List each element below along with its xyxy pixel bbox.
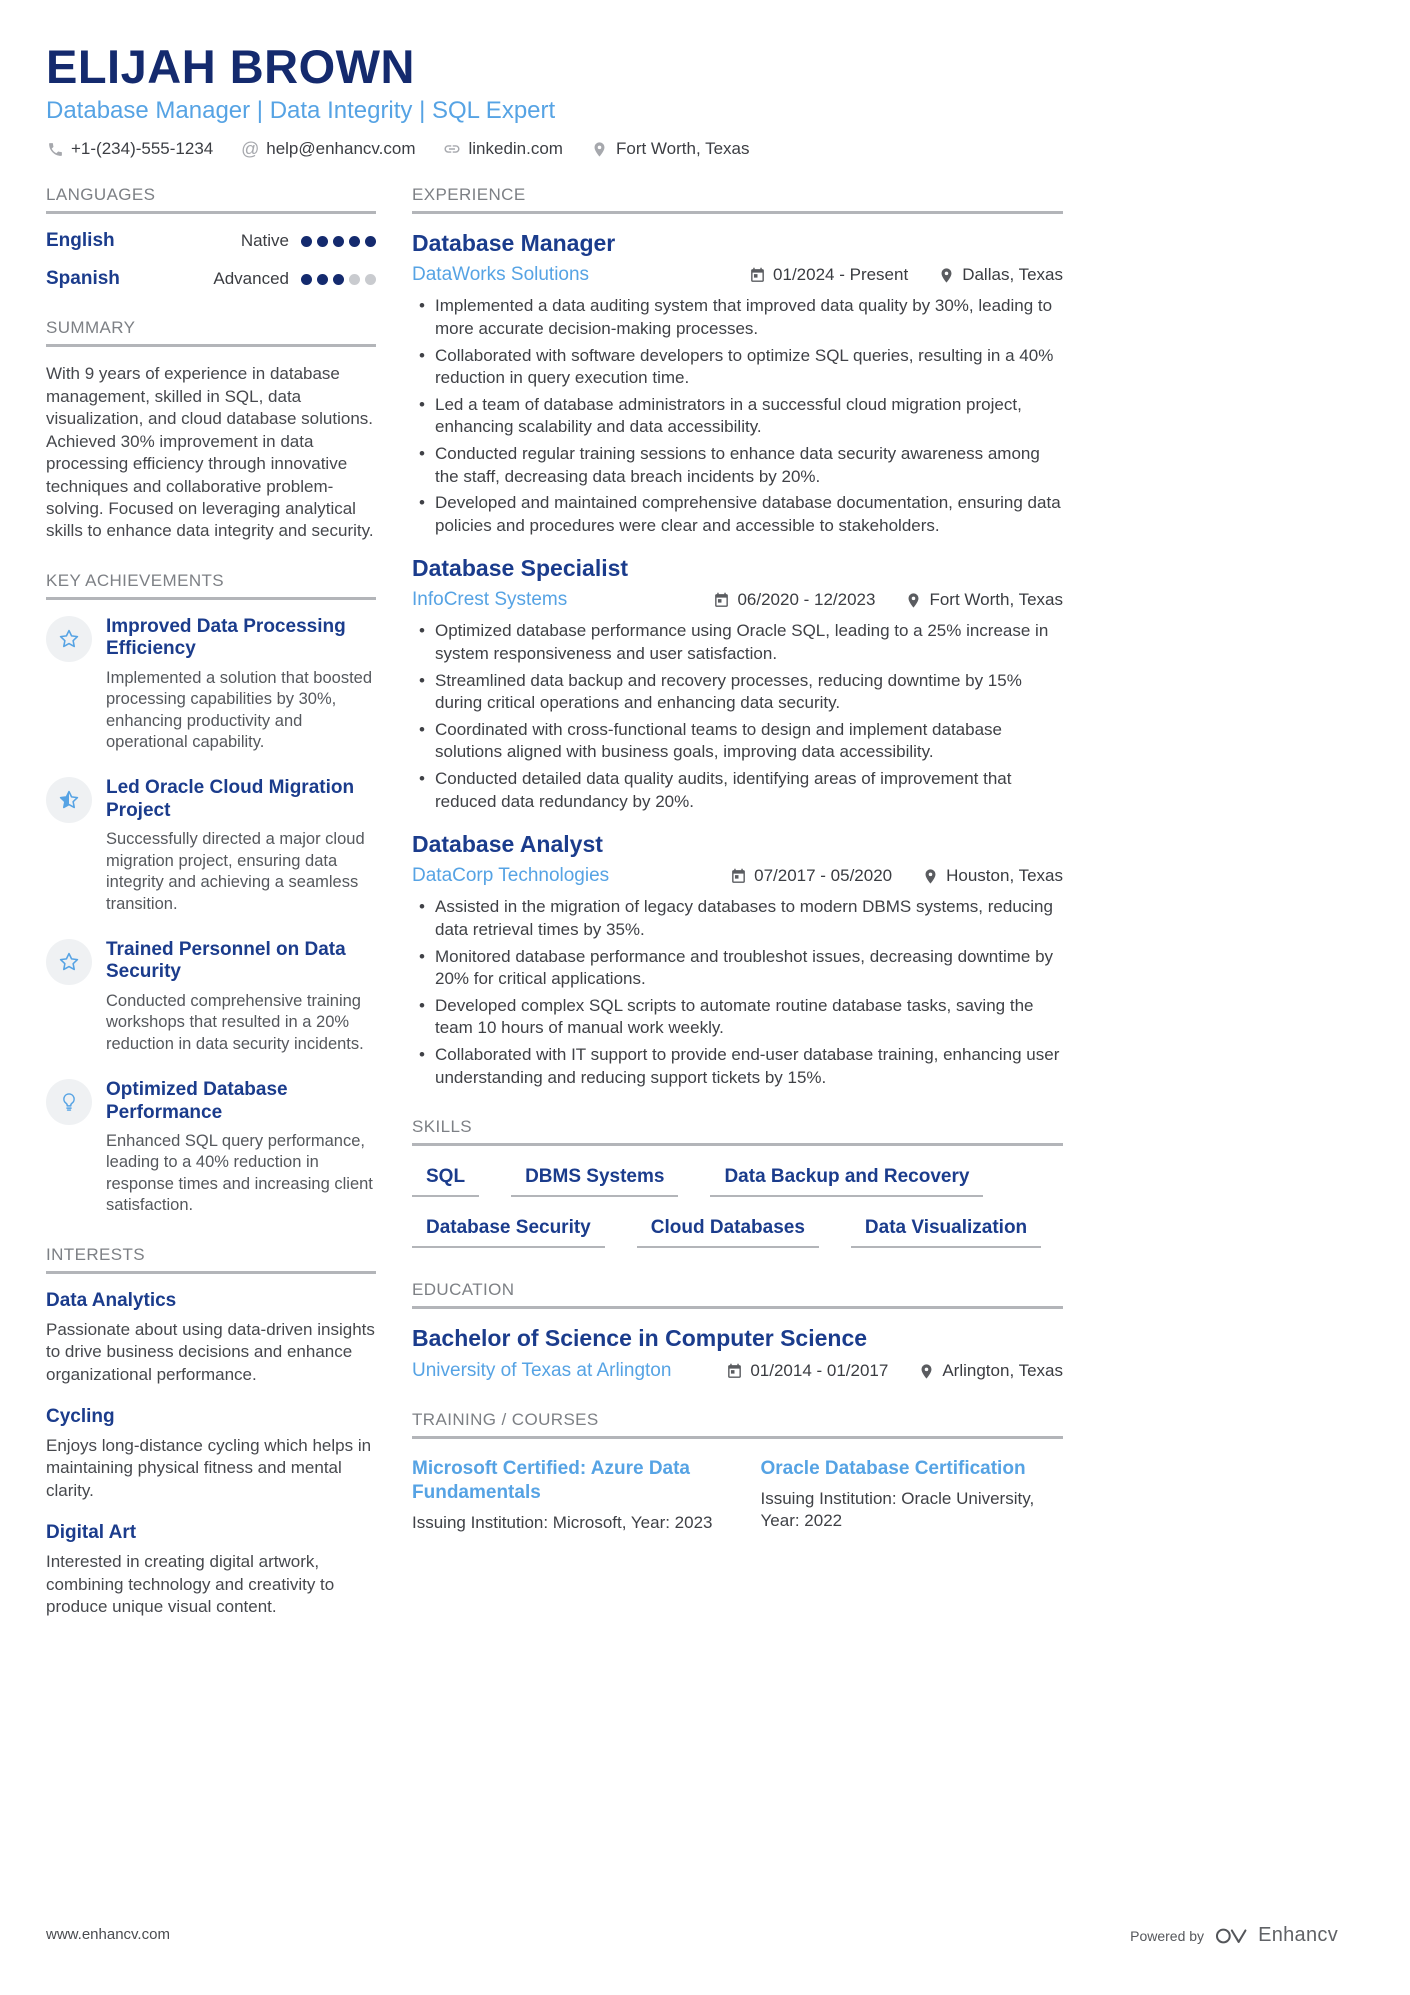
calendar-icon bbox=[730, 868, 747, 885]
interest-text: Interested in creating digital artwork, combining technology and creativity to produce unique visual content. bbox=[46, 1552, 335, 1617]
section-interests bbox=[46, 1245, 376, 1619]
section-key-achievements bbox=[46, 571, 376, 1217]
star-outline-icon bbox=[46, 616, 92, 662]
language-name: Spanish bbox=[46, 268, 120, 290]
job-bullet: • Conducted regular training sessions to enhance data security awareness among the staff, decreasing data breach incidents by 20%. bbox=[412, 443, 1063, 488]
proficiency-dots bbox=[301, 274, 376, 285]
achievement-text: Successfully directed a major cloud migration project, ensuring data integrity and achieving a seamless transition. bbox=[106, 830, 365, 913]
job-bullet: • Conducted detailed data quality audits, identifying areas of improvement that reduced data redundancy by 20%. bbox=[412, 768, 1063, 813]
course-title: Oracle Database Certification bbox=[760, 1458, 1026, 1480]
contact-row bbox=[46, 139, 1063, 159]
at-icon: @ bbox=[241, 138, 260, 159]
job-bullet: • Collaborated with software developers to optimize SQL queries, resulting in a 40% reduction in query execution time. bbox=[412, 345, 1063, 390]
company-name: DataCorp Technologies bbox=[412, 865, 610, 887]
job-dates: 06/2020 - 12/2023 bbox=[713, 590, 875, 610]
job-location: Houston, Texas bbox=[922, 866, 1063, 886]
education-heading: EDUCATION bbox=[412, 1280, 1063, 1309]
job-dates: 07/2017 - 05/2020 bbox=[730, 866, 892, 886]
training-heading: TRAINING / COURSES bbox=[412, 1410, 1063, 1439]
job-bullet: • Developed complex SQL scripts to automate routine database tasks, saving the team 10 hours of manual work weekly. bbox=[412, 995, 1063, 1040]
achievement-item bbox=[46, 939, 376, 1055]
lightbulb-icon bbox=[46, 1079, 92, 1125]
interest-title: Data Analytics bbox=[46, 1289, 177, 1311]
skill-item: Cloud Databases bbox=[637, 1217, 819, 1248]
phone-icon bbox=[46, 140, 64, 158]
contact-phone[interactable] bbox=[46, 139, 213, 159]
job-title: Database Analyst bbox=[412, 831, 603, 858]
person-name: ELIJAH BROWN bbox=[46, 40, 415, 93]
achievement-item bbox=[46, 777, 376, 915]
interest-text: Enjoys long-distance cycling which helps in maintaining physical fitness and mental clarity. bbox=[46, 1435, 372, 1500]
achievement-title: Led Oracle Cloud Migration Project bbox=[106, 777, 355, 821]
job-location: Dallas, Texas bbox=[938, 265, 1063, 285]
contact-email-text: help@enhancv.com bbox=[266, 139, 416, 159]
achievement-title: Improved Data Processing Efficiency bbox=[106, 615, 346, 660]
job-bullet: • Developed and maintained comprehensive database documentation, ensuring data policies and procedures were clear and accessible to stakeholders. bbox=[412, 492, 1063, 537]
job-bullet: • Collaborated with IT support to provide end-user database training, enhancing user understanding and reducing support tickets by 15%. bbox=[412, 1044, 1063, 1089]
proficiency-dots bbox=[301, 236, 376, 247]
job-bullets bbox=[412, 620, 1063, 813]
location-pin-icon bbox=[918, 1363, 935, 1380]
contact-location-text: Fort Worth, Texas bbox=[615, 139, 750, 159]
experience-entry bbox=[412, 555, 1063, 813]
job-bullet: • Implemented a data auditing system that improved data quality by 30%, leading to more accurate decision-making processes. bbox=[412, 295, 1063, 340]
interest-item bbox=[46, 1290, 376, 1386]
language-row bbox=[46, 230, 376, 252]
skill-item: DBMS Systems bbox=[511, 1166, 678, 1197]
resume-header bbox=[46, 42, 1063, 159]
link-icon bbox=[443, 140, 461, 158]
calendar-icon bbox=[749, 267, 766, 284]
interest-title: Digital Art bbox=[46, 1522, 137, 1544]
job-bullet: • Streamlined data backup and recovery processes, reducing downtime by 15% during critical operations and enhancing data security. bbox=[412, 670, 1063, 715]
company-name: InfoCrest Systems bbox=[412, 589, 568, 611]
achievement-title: Optimized Database Performance bbox=[106, 1079, 288, 1123]
powered-by-label: Powered by bbox=[1130, 1927, 1205, 1944]
skill-item: SQL bbox=[412, 1166, 479, 1197]
achievement-text: Enhanced SQL query performance, leading to a 40% reduction in response times and increasing client satisfaction. bbox=[106, 1131, 373, 1215]
course-detail: Issuing Institution: Oracle University, Year: 2022 bbox=[760, 1488, 1035, 1531]
language-row bbox=[46, 268, 376, 290]
interest-item bbox=[46, 1522, 376, 1618]
section-languages bbox=[46, 185, 376, 290]
achievement-text: Implemented a solution that boosted processing capabilities by 30%, enhancing productivity and operational capability. bbox=[106, 668, 373, 751]
school-name: University of Texas at Arlington bbox=[412, 1360, 672, 1382]
languages-heading: LANGUAGES bbox=[46, 185, 376, 214]
job-bullets bbox=[412, 896, 1063, 1089]
summary-text: With 9 years of experience in database management, skilled in SQL, data visualization, and cloud database solutions. Achieved 30% improvement in data processing efficiency through innovative techniques and collaborative problem-solving. Focused on leveraging analytical skills to enhance data integrity and security. bbox=[46, 364, 374, 541]
course-item bbox=[412, 1457, 715, 1534]
star-half-icon bbox=[46, 777, 92, 823]
language-level: Native bbox=[240, 231, 289, 251]
location-pin-icon bbox=[591, 140, 609, 158]
experience-heading: EXPERIENCE bbox=[412, 185, 1063, 214]
interest-title: Cycling bbox=[46, 1405, 115, 1427]
course-item bbox=[761, 1457, 1064, 1534]
degree-title: Bachelor of Science in Computer Science bbox=[412, 1325, 868, 1352]
job-bullet: • Optimized database performance using Oracle SQL, leading to a 25% increase in system responsiveness and user satisfaction. bbox=[412, 620, 1063, 665]
star-outline-icon bbox=[46, 939, 92, 985]
section-education bbox=[412, 1280, 1063, 1382]
summary-heading: SUMMARY bbox=[46, 318, 376, 347]
interest-item bbox=[46, 1406, 376, 1502]
location-pin-icon bbox=[905, 592, 922, 609]
location-pin-icon bbox=[922, 868, 939, 885]
skills-list bbox=[412, 1162, 1063, 1248]
job-title: Database Manager bbox=[412, 230, 616, 257]
job-dates: 01/2024 - Present bbox=[749, 265, 908, 285]
job-location: Fort Worth, Texas bbox=[905, 590, 1063, 610]
achievement-item bbox=[46, 616, 376, 754]
job-bullet: • Assisted in the migration of legacy databases to modern DBMS systems, reducing data retrieval times by 35%. bbox=[412, 896, 1063, 941]
contact-link[interactable] bbox=[443, 139, 563, 159]
achievement-title: Trained Personnel on Data Security bbox=[106, 938, 346, 983]
job-bullet: • Monitored database performance and troubleshot issues, decreasing downtime by 20% for critical applications. bbox=[412, 946, 1063, 991]
footer-site-url: www.enhancv.com bbox=[46, 1926, 170, 1943]
education-location: Arlington, Texas bbox=[918, 1361, 1063, 1381]
achievement-text: Conducted comprehensive training workshops that resulted in a 20% reduction in data security incidents. bbox=[106, 991, 364, 1053]
job-title: Database Specialist bbox=[412, 555, 629, 582]
job-bullet: • Led a team of database administrators in a successful cloud migration project, enhancing scalability and data accessibility. bbox=[412, 394, 1063, 439]
section-training bbox=[412, 1410, 1063, 1534]
skill-item: Data Backup and Recovery bbox=[710, 1166, 983, 1197]
enhancv-logo-icon bbox=[1214, 1925, 1248, 1947]
interest-text: Passionate about using data-driven insights to drive business decisions and enhance organizational performance. bbox=[46, 1319, 375, 1384]
left-column bbox=[46, 185, 376, 1646]
interests-heading: INTERESTS bbox=[46, 1245, 376, 1274]
contact-link-text: linkedin.com bbox=[468, 139, 563, 159]
contact-email[interactable] bbox=[241, 139, 415, 159]
enhancv-logo-text: Enhancv bbox=[1258, 1924, 1338, 1946]
contact-phone-text: +1-(234)-555-1234 bbox=[71, 139, 214, 159]
footer-branding bbox=[1130, 1924, 1338, 1947]
language-name: English bbox=[46, 230, 115, 252]
job-bullets bbox=[412, 295, 1063, 537]
person-headline: Database Manager | Data Integrity | SQL Expert bbox=[46, 97, 556, 125]
contact-location bbox=[591, 139, 750, 159]
skill-item: Data Visualization bbox=[851, 1217, 1041, 1248]
education-dates: 01/2014 - 01/2017 bbox=[726, 1361, 888, 1381]
job-bullet: • Coordinated with cross-functional teams to design and implement database solutions aligned with business goals, improving data accessibility. bbox=[412, 719, 1063, 764]
section-experience bbox=[412, 185, 1063, 1089]
location-pin-icon bbox=[938, 267, 955, 284]
calendar-icon bbox=[713, 592, 730, 609]
company-name: DataWorks Solutions bbox=[412, 264, 590, 286]
right-column bbox=[412, 185, 1063, 1646]
experience-entry bbox=[412, 230, 1063, 537]
section-skills bbox=[412, 1117, 1063, 1248]
achievement-item bbox=[46, 1079, 376, 1217]
skill-item: Database Security bbox=[412, 1217, 605, 1248]
language-level: Advanced bbox=[213, 269, 289, 289]
skills-heading: SKILLS bbox=[412, 1117, 1063, 1146]
section-summary bbox=[46, 318, 376, 543]
course-title: Microsoft Certified: Azure Data Fundamentals bbox=[412, 1458, 690, 1503]
course-detail: Issuing Institution: Microsoft, Year: 2023 bbox=[412, 1512, 713, 1532]
experience-entry bbox=[412, 831, 1063, 1089]
calendar-icon bbox=[726, 1363, 743, 1380]
achievements-heading: KEY ACHIEVEMENTS bbox=[46, 571, 376, 600]
